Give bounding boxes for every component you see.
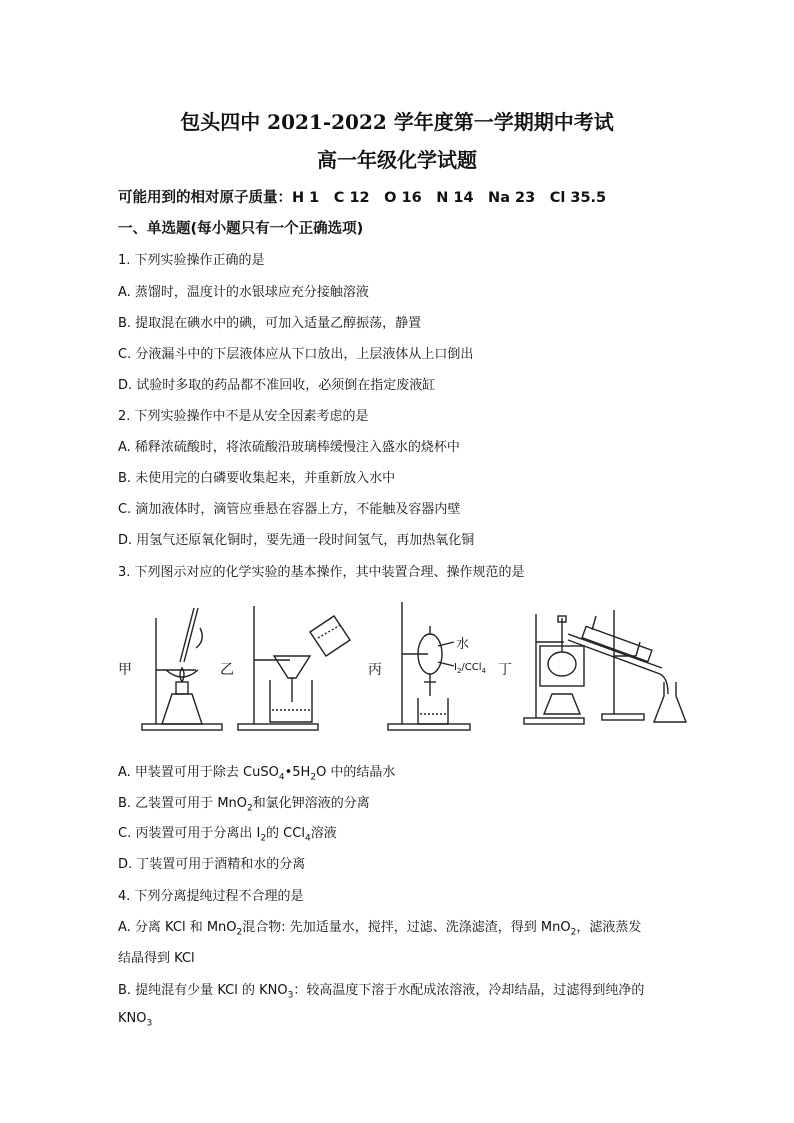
q1-option-d: D. 试验时多取的药品都不准回收，必须倒在指定废液缸	[118, 378, 436, 393]
question-1-stem: 1. 下列实验操作正确的是	[118, 253, 265, 268]
question-3-stem: 3. 下列图示对应的化学实验的基本操作，其中装置合理、操作规范的是	[118, 565, 525, 580]
q4-option-b-line2: $KNO_3$	[118, 1011, 153, 1029]
q3-option-d: D. 丁装置可用于酒精和水的分离	[118, 857, 306, 872]
label-i2-ccl4: $I_2/CCl_4$	[454, 662, 487, 675]
apparatus-figure	[112, 598, 702, 738]
label-yi: 乙	[220, 662, 234, 678]
q3-option-b: B. 乙装置可用于 MnO$_2$和氯化钾溶液的分离	[118, 796, 370, 814]
q2-option-b: B. 未使用完的白磷要收集起来，并重新放入水中	[118, 471, 396, 486]
exam-subtitle: 高一年级化学试题	[317, 148, 477, 172]
label-bing: 丙	[368, 662, 382, 678]
label-ding: 丁	[498, 662, 512, 678]
q3-option-a: A. 甲装置可用于除去 $CuSO_4•5H_2O$ 中的结晶水	[118, 765, 396, 783]
apparatus-bing	[368, 602, 487, 730]
section-title: 一、单选题(每小题只有一个正确选项)	[118, 221, 364, 237]
exam-title: 包头四中 2021-2022 学年度第一学期期中考试	[180, 110, 614, 134]
q3-option-c: C. 丙装置可用于分离出 $I_2$的 CCl$_4$溶液	[118, 826, 337, 844]
q2-option-d: D. 用氢气还原氧化铜时，要先通一段时间氢气，再加热氧化铜	[118, 533, 475, 548]
apparatus-jia	[118, 608, 222, 730]
q2-option-a: A. 稀释浓硫酸时，将浓硫酸沿玻璃棒缓慢注入盛水的烧杯中	[118, 440, 460, 455]
question-2-stem: 2. 下列实验操作中不是从安全因素考虑的是	[118, 409, 369, 424]
q2-option-c: C. 滴加液体时，滴管应垂悬在容器上方，不能触及容器内壁	[118, 502, 461, 517]
q1-option-a: A. 蒸馏时，温度计的水银球应充分接触溶液	[118, 285, 369, 300]
apparatus-ding	[498, 610, 686, 724]
atomic-masses: 可能用到的相对原子质量：H 1 C 12 O 16 N 14 Na 23 Cl 35.5	[118, 190, 607, 206]
label-water: 水	[456, 637, 470, 652]
q1-option-b: B. 提取混在碘水中的碘，可加入适量乙醇振荡，静置	[118, 316, 422, 331]
apparatus-yi	[220, 606, 350, 730]
label-jia: 甲	[118, 662, 132, 678]
q4-option-a-line2: 结晶得到 KCl	[118, 951, 195, 966]
q4-option-b-line1: B. 提纯混有少量 KCl 的 $KNO_3$：较高温度下溶于水配成浓溶液，冷却结晶，过滤得到纯净的	[118, 983, 645, 1001]
question-4-stem: 4. 下列分离提纯过程不合理的是	[118, 889, 304, 904]
q4-option-a-line1: A. 分离 KCl 和 MnO$_2$混合物: 先加适量水，搅拌，过滤、洗涤滤渣，得到 MnO$_2$，滤液蒸发	[118, 920, 642, 938]
q1-option-c: C. 分液漏斗中的下层液体应从下口放出，上层液体从上口倒出	[118, 347, 474, 362]
